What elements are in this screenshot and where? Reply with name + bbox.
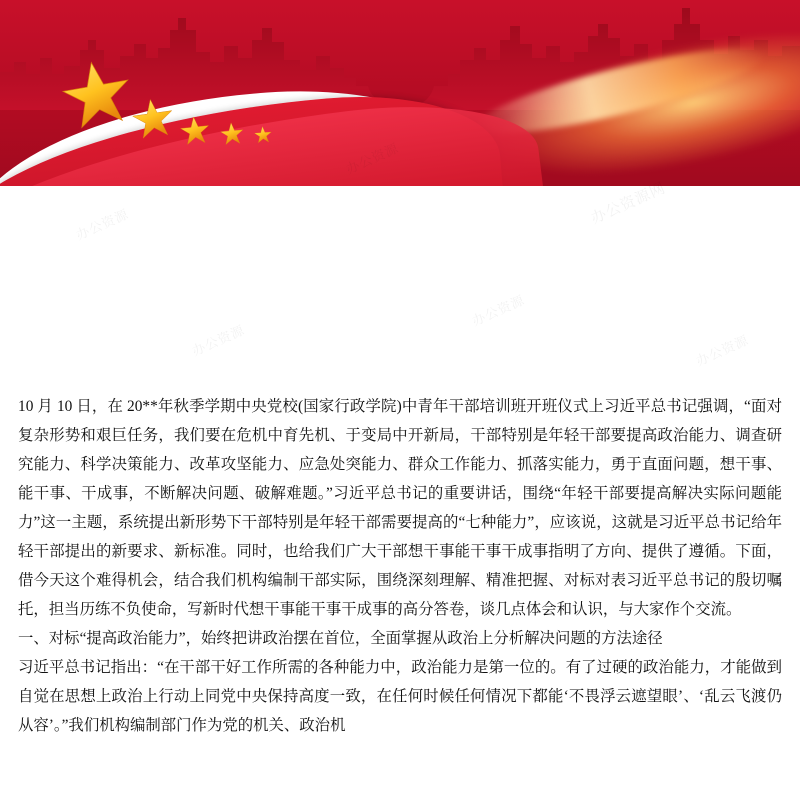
watermark: 办公资源: [693, 332, 752, 369]
five-stars-icon: [40, 60, 340, 170]
paragraph-intro: 10 月 10 日，在 20**年秋季学期中央党校(国家行政学院)中青年干部培训班开班仪式上习近平总书记强调，“面对复杂形势和艰巨任务，我们要在危机中育先机、于变局中开新局，干部特别是年轻干部要提高政治能力、调查研究能力、科学决策能力、改革攻坚能力、应急处突能力、群众工作能力、抓落实能力，勇于直面问题，想干事、能干事、干成事，不断解决问题、破解难题。”习近平总书记的重要讲话，围绕“年轻干部要提高解决实际问题能力”这一主题，系统提出新形势下干部特别是年轻干部需要提高的“七种能力”，应该说，这就是习近平总书记给年轻干部提出的新要求、新标准。同时，也给我们广大干部想干事能干事干成事指明了方向、提供了遵循。下面，借今天这个难得机会，结合我们机构编制干部实际，围绕深刻理解、精准把握、对标对表习近平总书记的殷切嘱托，担当历练不负使命，写新时代想干事能干事干成事的高分答卷，谈几点体会和认识，与大家作个交流。: [18, 398, 782, 618]
paragraph-section-1-body: 习近平总书记指出：“在干部干好工作所需的各种能力中，政治能力是第一位的。有了过硬的政治能力，才能做到自觉在思想上政治上行动上同党中央保持高度一致，在任何时候任何情况下都能‘不畏浮云遮望眼’、‘乱云飞渡仍从容’。”我们机构编制部门作为党的机关、政治机: [18, 659, 782, 734]
banner-bottom-edge: [0, 186, 800, 196]
watermark: 办公资源: [469, 292, 528, 329]
banner-header: [0, 0, 800, 196]
watermark: 办公资源网: [588, 179, 669, 228]
watermark: 办公资源: [73, 206, 132, 243]
watermark: 办公资源: [189, 322, 248, 359]
section-heading-1: 一、对标“提高政治能力”，始终把讲政治摆在首位，全面掌握从政治上分析解决问题的方法途径: [18, 630, 663, 647]
document-body: [18, 392, 782, 740]
